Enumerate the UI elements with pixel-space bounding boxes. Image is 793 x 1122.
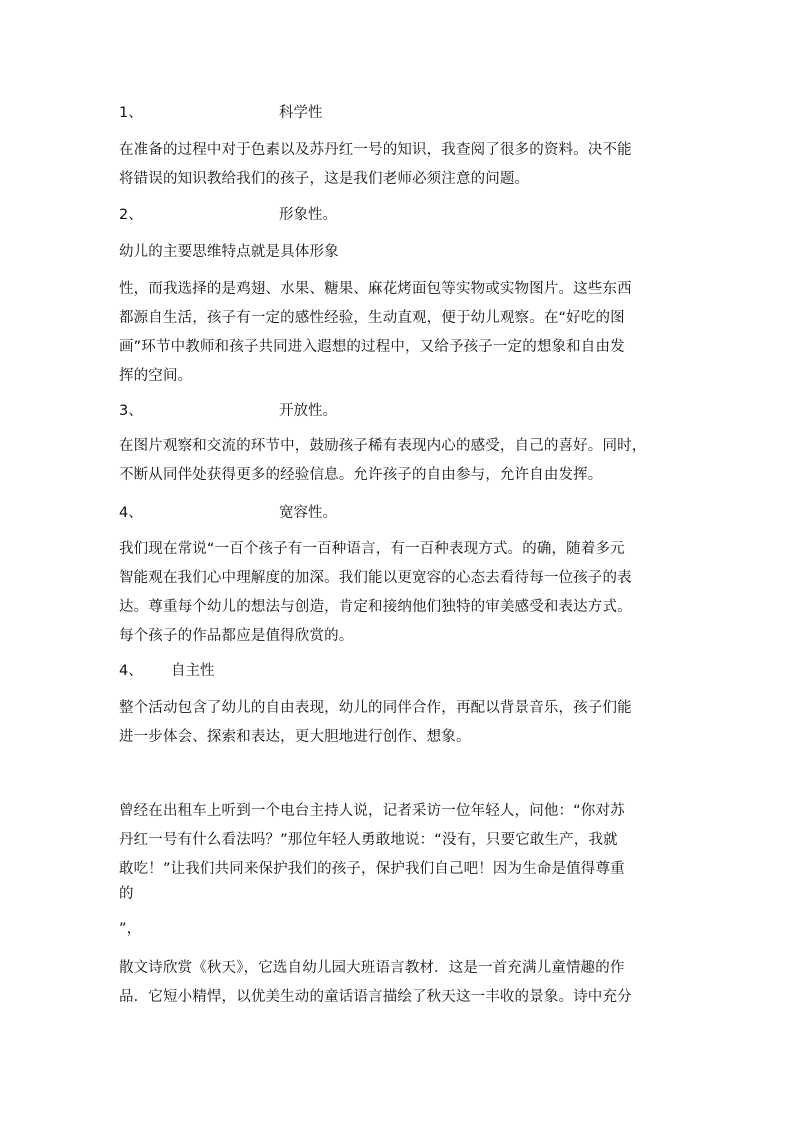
section-2-number: 2、 (119, 207, 143, 223)
closing-line-1: 曾经在出租车上听到一个电台主持人说，记者采访一位年轻人，问他：“你对苏 (119, 803, 625, 819)
section-4-line-1: 我们现在常说“一百个孩子有一百种语言，有一百种表现方式。的确，随着多元 (119, 541, 625, 557)
section-1-number: 1、 (119, 105, 143, 121)
section-1-line-1: 在准备的过程中对于色素以及苏丹红一号的知识，我查阅了很多的资料。决不能 (119, 142, 632, 158)
section-3-number: 3、 (119, 403, 143, 419)
section-2-line-1: 幼儿的主要思维特点就是具体形象 (119, 244, 339, 260)
section-4-line-3: 达。尊重每个幼儿的想法与创造，肯定和接纳他们独特的审美感受和表达方式。 (119, 599, 632, 615)
closing-line-4: 的 (119, 886, 134, 902)
section-1-heading: 科学性 (279, 105, 323, 121)
section-5-line-1: 整个活动包含了幼儿的自由表现，幼儿的同伴合作，再配以背景音乐，孩子们能 (119, 700, 632, 716)
section-3-line-2: 不断从同伴处获得更多的经验信息。允许孩子的自由参与，允许自由发挥。 (119, 467, 603, 483)
section-1-line-2: 将错误的知识教给我们的孩子，这是我们老师必须注意的问题。 (119, 171, 530, 187)
section-4-line-4: 每个孩子的作品都应是值得欣赏的。 (119, 628, 354, 644)
section-4-number: 4、 (119, 505, 143, 521)
section-3-line-1: 在图片观察和交流的环节中，鼓励孩子稀有表现内心的感受，自己的喜好。同时， (119, 438, 647, 454)
closing-line-5: ”， (119, 921, 142, 937)
poem-line-1: 散文诗欣赏《秋天》，它选自幼儿园大班语言教材．这是一首充满儿童情趣的作 (119, 960, 625, 976)
section-3-heading: 开放性。 (279, 403, 337, 419)
section-4-line-2: 智能观在我们心中理解度的加深。我们能以更宽容的心态去看待每一位孩子的表 (119, 570, 632, 586)
closing-line-2: 丹红一号有什么看法吗？”那位年轻人勇敢地说：“没有，只要它敢生产，我就 (119, 832, 618, 848)
section-2-line-2: 性，而我选择的是鸡翅、水果、糖果、麻花烤面包等实物或实物图片。这些东西 (119, 281, 632, 297)
poem-line-2: 品．它短小精悍，以优美生动的童话语言描绘了秋天这一丰收的景象。诗中充分 (119, 989, 632, 1005)
section-2-heading: 形象性。 (279, 207, 337, 223)
section-5-number: 4、 (119, 663, 143, 679)
section-2-line-3: 都源自生活，孩子有一定的感性经验，生动直观，便于幼儿观察。在“好吃的图 (119, 310, 625, 326)
section-5-heading: 自主性 (171, 663, 215, 679)
closing-line-3: 敢吃！”让我们共同来保护我们的孩子，保护我们自己吧！因为生命是值得尊重 (119, 861, 625, 877)
section-5-line-2: 进一步体会、探索和表达，更大胆地进行创作、想象。 (119, 729, 471, 745)
section-4-heading: 宽容性。 (279, 505, 337, 521)
section-2-line-5: 挥的空间。 (119, 368, 193, 384)
section-2-line-4: 画”环节中教师和孩子共同进入遐想的过程中，又给予孩子一定的想象和自由发 (119, 339, 625, 355)
